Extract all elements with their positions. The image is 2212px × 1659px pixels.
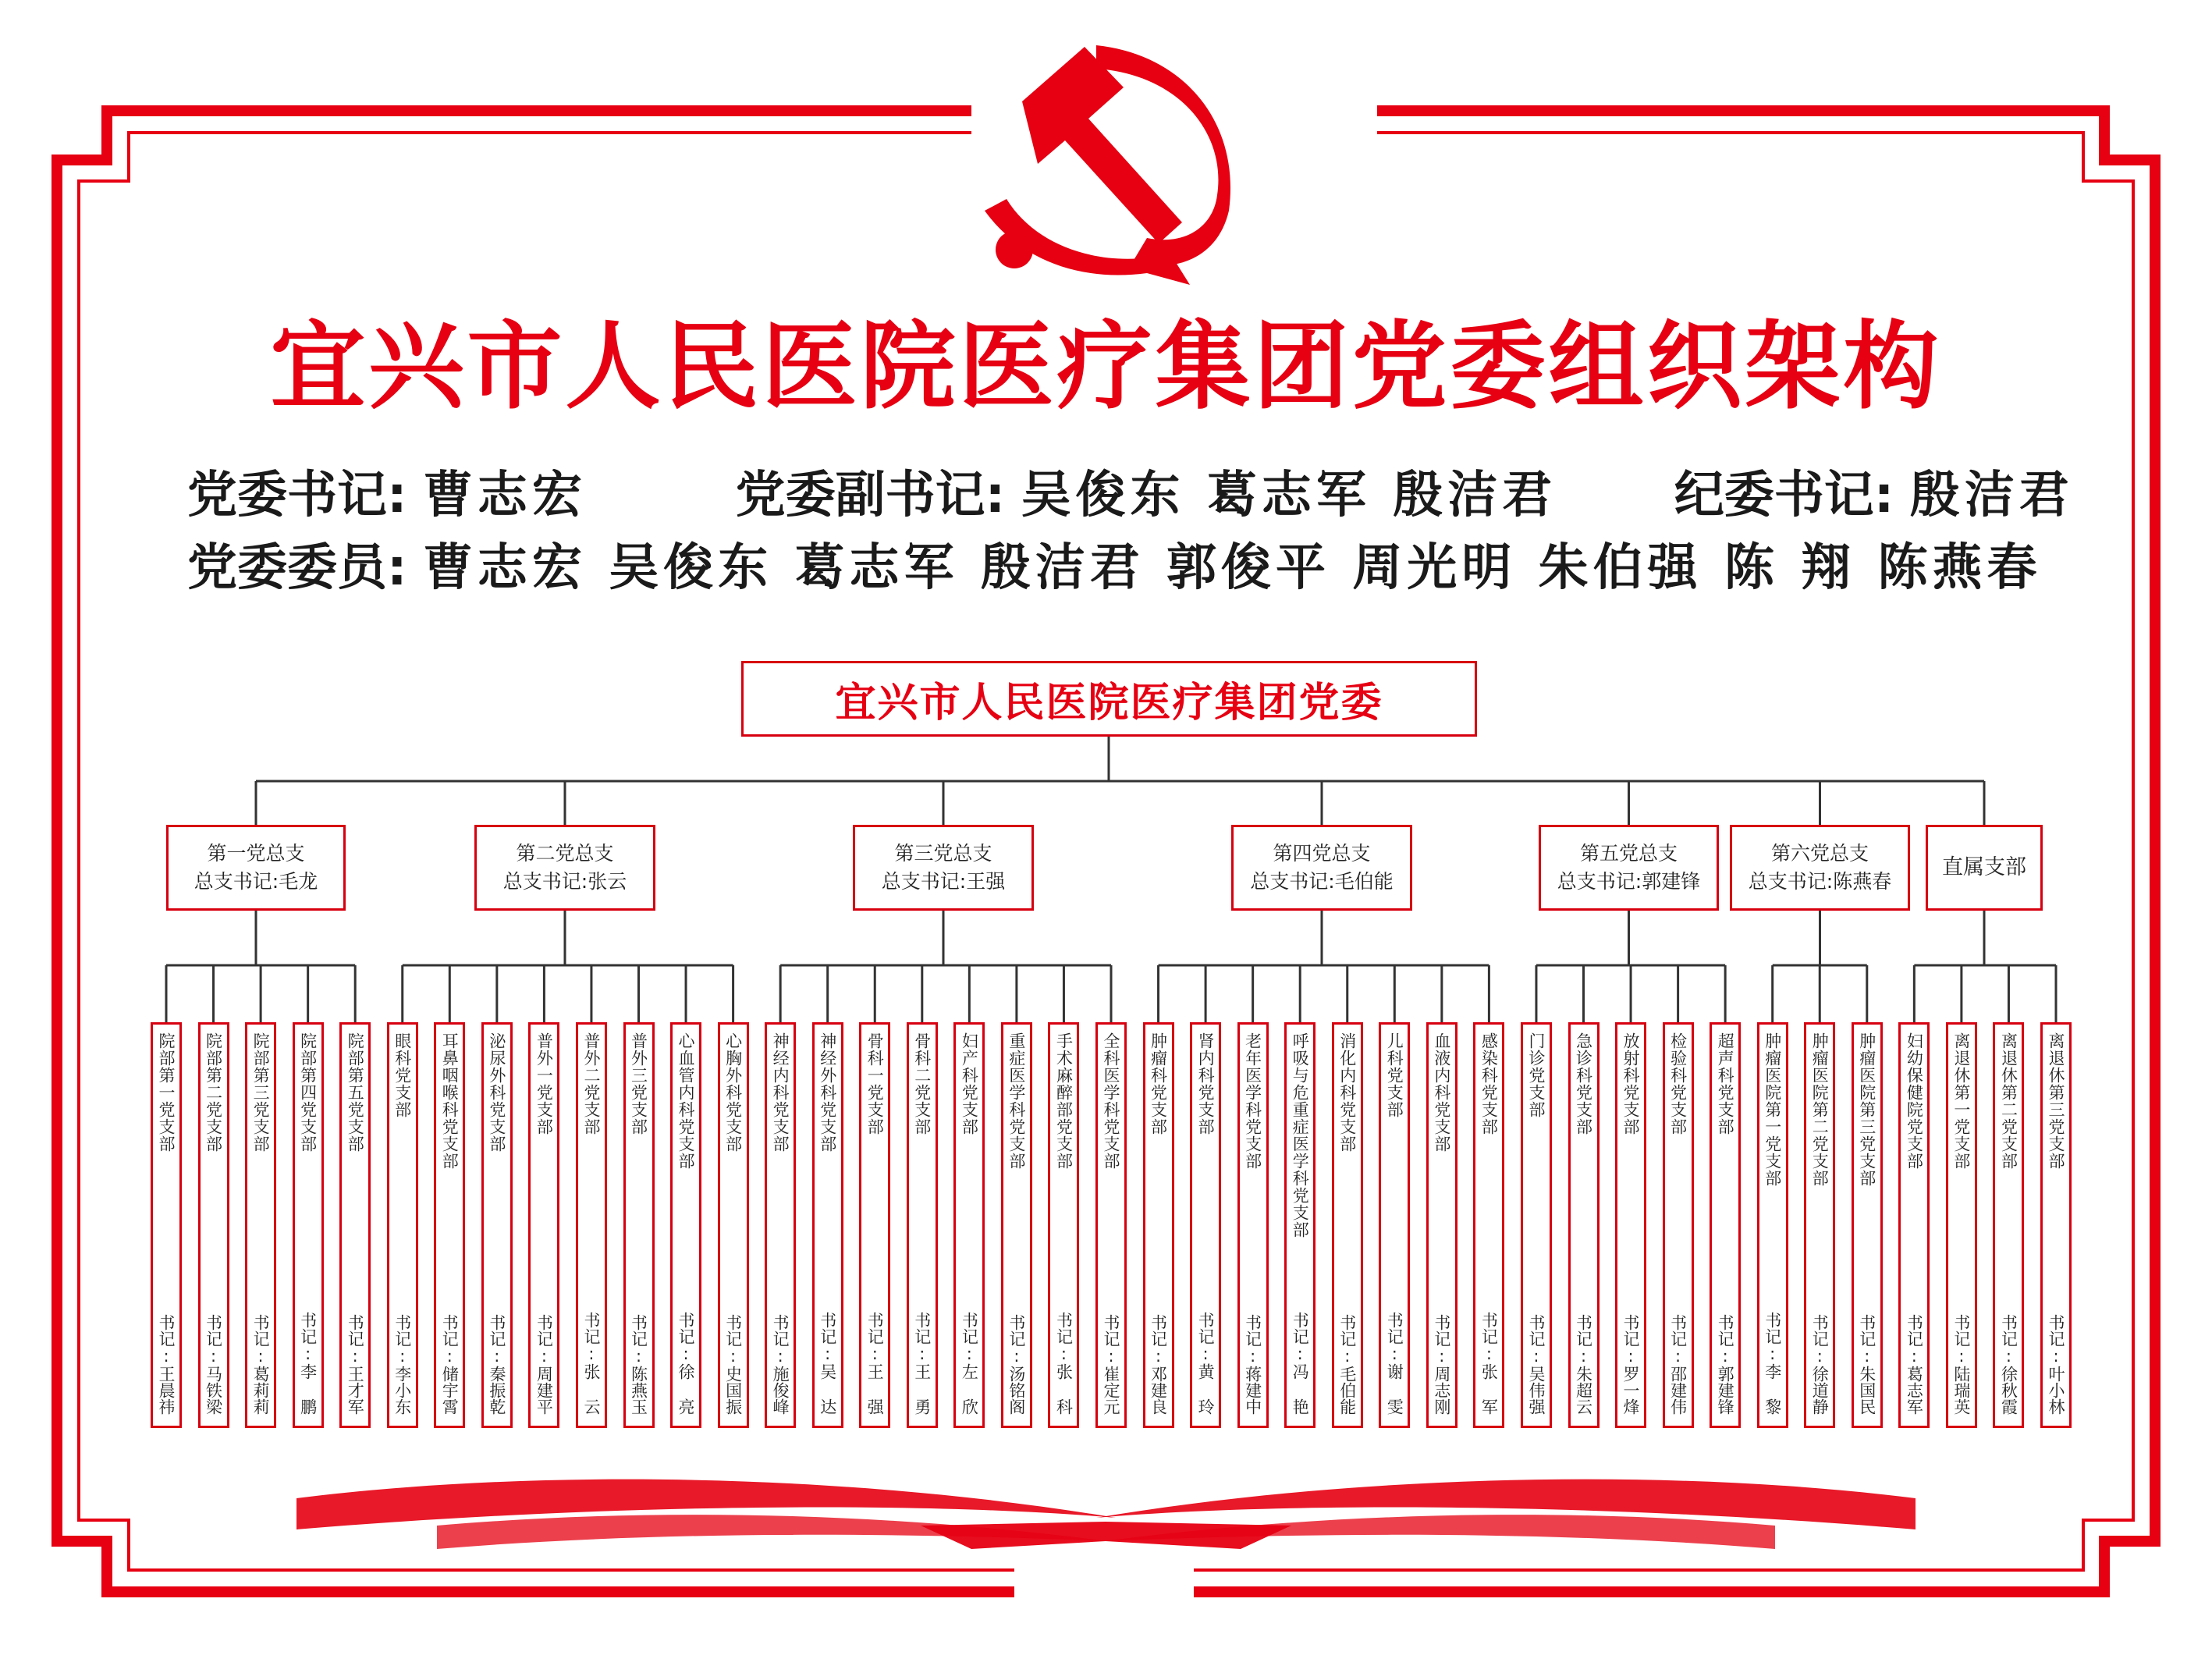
- party-secretary-label: 党委书记:: [187, 467, 407, 524]
- party-branch-box: [623, 1022, 655, 1428]
- party-branch-secretary: 书记:朱超云: [1574, 1314, 1593, 1415]
- party-branch-name: 手术麻醉部党支部: [1054, 1032, 1074, 1170]
- party-branch-box: [2040, 1022, 2072, 1428]
- party-branch-box: [1804, 1022, 1835, 1428]
- party-branch-secretary: 书记:葛志军: [1905, 1314, 1924, 1415]
- party-branch-secretary: 书记:吴伟强: [1526, 1314, 1546, 1415]
- party-branch-box: [1946, 1022, 1977, 1428]
- party-branch-name: 院部第三党支部: [251, 1032, 271, 1153]
- branch-group-name: 直属支部: [1942, 855, 2026, 879]
- party-branch-secretary: 书记:郭建锋: [1716, 1314, 1735, 1415]
- party-branch-box: [481, 1022, 513, 1428]
- party-branch-name: 骨科一党支部: [865, 1032, 885, 1135]
- committee-members-names: 曹志宏 吴俊东 葛志军 殷洁君 郭俊平 周光明 朱伯强 陈 翔 陈燕春: [422, 538, 2042, 597]
- party-branch-name: 离退休第一党支部: [1951, 1032, 1971, 1170]
- party-branch-box: [670, 1022, 701, 1428]
- party-branch-box: [1237, 1022, 1269, 1428]
- party-branch-box: [293, 1022, 324, 1428]
- party-branch-name: 院部第五党支部: [346, 1032, 365, 1153]
- branch-group-name: 第四党总支: [1273, 842, 1371, 865]
- party-branch-name: 急诊科党支部: [1574, 1032, 1593, 1135]
- party-branch-box: [953, 1022, 985, 1428]
- party-branch-name: 消化内科党支部: [1337, 1032, 1357, 1153]
- party-branch-name: 骨科二党支部: [912, 1032, 932, 1135]
- party-branch-secretary: 书记:罗一烽: [1621, 1314, 1641, 1415]
- party-branch-name: 肿瘤医院第二党支部: [1810, 1032, 1830, 1187]
- party-branch-box: [859, 1022, 890, 1428]
- party-branch-box: [907, 1022, 938, 1428]
- leadership-row-1: [187, 460, 2074, 531]
- party-branch-secretary: 书记:邓建良: [1149, 1314, 1168, 1415]
- branch-group-box: [1730, 825, 1910, 911]
- party-branch-box: [718, 1022, 749, 1428]
- party-branch-secretary: 书记:秦振乾: [487, 1314, 506, 1415]
- party-branch-name: 神经内科党支部: [771, 1032, 790, 1153]
- party-branch-secretary: 书记:李小东: [392, 1314, 412, 1415]
- party-branch-name: 妇产科党支部: [960, 1032, 979, 1135]
- party-branch-secretary: 书记:徐秋霞: [1999, 1314, 2018, 1415]
- party-branch-secretary: 书记:王 强: [865, 1312, 885, 1415]
- party-branch-box: [1898, 1022, 1930, 1428]
- leadership-row-2: [187, 533, 2041, 603]
- party-branch-secretary: 书记:冯 艳: [1291, 1312, 1310, 1415]
- party-branch-secretary: 书记:邵建伟: [1668, 1314, 1688, 1415]
- party-branch-box: [528, 1022, 559, 1428]
- party-branch-name: 呼吸与危重症医学科党支部: [1291, 1032, 1310, 1238]
- branch-group-secretary: 总支书记:毛龙: [194, 870, 318, 893]
- party-branch-box: [1284, 1022, 1315, 1428]
- branch-group-secretary: 总支书记:王强: [881, 870, 1006, 893]
- party-branch-name: 眼科党支部: [392, 1032, 412, 1118]
- party-branch-box: [1190, 1022, 1221, 1428]
- party-branch-name: 心胸外科党支部: [723, 1032, 743, 1153]
- party-branch-name: 院部第一党支部: [157, 1032, 176, 1153]
- party-branch-box: [1663, 1022, 1694, 1428]
- party-branch-box: [1993, 1022, 2024, 1428]
- branch-group-box: [166, 825, 346, 911]
- party-branch-secretary: 书记:谢 雯: [1385, 1312, 1404, 1415]
- party-branch-name: 检验科党支部: [1668, 1032, 1688, 1135]
- party-branch-name: 泌尿外科党支部: [487, 1032, 506, 1153]
- branch-group-box: [853, 825, 1034, 911]
- deputy-secretary-names: 吴俊东 葛志军 殷洁君: [1021, 466, 1557, 524]
- party-branch-name: 院部第二党支部: [204, 1032, 223, 1153]
- party-branch-name: 门诊党支部: [1526, 1032, 1546, 1118]
- discipline-secretary-label: 纪委书记:: [1674, 467, 1894, 524]
- party-branch-name: 血液内科党支部: [1432, 1032, 1451, 1153]
- party-branch-name: 肿瘤科党支部: [1149, 1032, 1168, 1135]
- branch-group-name: 第一党总支: [207, 842, 305, 865]
- party-branch-secretary: 书记:毛伯能: [1337, 1314, 1357, 1415]
- branch-group-box: [474, 825, 655, 911]
- branch-group-name: 第五党总支: [1579, 842, 1678, 865]
- party-branch-secretary: 书记:王晨祎: [157, 1314, 176, 1415]
- branch-group-box: [1539, 825, 1719, 911]
- branch-group-box: [1926, 825, 2043, 911]
- party-branch-secretary: 书记:王才军: [346, 1314, 365, 1415]
- party-branch-box: [245, 1022, 276, 1428]
- party-branch-secretary: 书记:张 军: [1479, 1312, 1499, 1415]
- party-branch-name: 肿瘤医院第一党支部: [1763, 1032, 1782, 1187]
- branch-group-name: 第二党总支: [516, 842, 614, 865]
- party-committee-root: 宜兴市人民医院医疗集团党委: [741, 661, 1477, 737]
- party-branch-name: 心血管内科党支部: [676, 1032, 696, 1170]
- party-branch-secretary: 书记:徐道静: [1810, 1314, 1830, 1415]
- party-branch-secretary: 书记:徐 亮: [676, 1312, 696, 1415]
- party-branch-box: [1332, 1022, 1363, 1428]
- discipline-secretary-names: 殷洁君: [1909, 466, 2074, 524]
- party-branch-secretary: 书记:周志刚: [1432, 1314, 1451, 1415]
- branch-group-name: 第三党总支: [894, 842, 992, 865]
- party-branch-name: 普外三党支部: [629, 1032, 648, 1135]
- party-branch-box: [1710, 1022, 1741, 1428]
- party-branch-box: [387, 1022, 418, 1428]
- party-branch-secretary: 书记:朱国民: [1857, 1314, 1876, 1415]
- party-branch-name: 耳鼻咽喉科党支部: [440, 1032, 460, 1170]
- party-branch-name: 感染科党支部: [1479, 1032, 1499, 1135]
- party-branch-secretary: 书记:叶小林: [2047, 1314, 2065, 1415]
- party-branch-box: [1568, 1022, 1600, 1428]
- party-branch-name: 放射科党支部: [1621, 1032, 1641, 1135]
- party-branch-secretary: 书记:李 黎: [1763, 1312, 1782, 1415]
- party-branch-name: 普外二党支部: [581, 1032, 601, 1135]
- page-title: 宜兴市人民医院医疗集团党委组织架构: [270, 311, 1942, 422]
- party-branch-name: 肾内科党支部: [1196, 1032, 1216, 1135]
- party-branch-box: [1473, 1022, 1504, 1428]
- party-branch-box: [151, 1022, 182, 1428]
- branch-group-name: 第六党总支: [1770, 842, 1869, 865]
- party-branch-box: [576, 1022, 607, 1428]
- party-branch-name: 院部第四党支部: [298, 1032, 318, 1153]
- branch-group-secretary: 总支书记:张云: [502, 870, 627, 893]
- party-branch-secretary: 书记:陆瑞英: [1951, 1314, 1971, 1415]
- committee-members-label: 党委委员:: [187, 539, 407, 597]
- party-branch-name: 离退休第三党支部: [2047, 1032, 2065, 1170]
- party-branch-name: 超声科党支部: [1716, 1032, 1735, 1135]
- party-branch-box: [1615, 1022, 1646, 1428]
- party-branch-box: [1852, 1022, 1883, 1428]
- party-branch-box: [1521, 1022, 1552, 1428]
- party-branch-name: 全科医学科党支部: [1102, 1032, 1120, 1170]
- party-branch-secretary: 书记:周建平: [534, 1314, 554, 1415]
- party-branch-secretary: 书记:张 科: [1054, 1312, 1074, 1415]
- party-branch-secretary: 书记:陈燕玉: [629, 1314, 648, 1415]
- party-branch-name: 老年医学科党支部: [1243, 1032, 1262, 1170]
- deputy-secretary-label: 党委副书记:: [735, 467, 1006, 524]
- party-branch-secretary: 书记:葛莉莉: [251, 1314, 271, 1415]
- party-branch-name: 重症医学科党支部: [1007, 1032, 1026, 1170]
- party-branch-secretary: 书记:吴 达: [818, 1312, 837, 1415]
- party-branch-secretary: 书记:崔定元: [1102, 1314, 1120, 1415]
- branch-group-secretary: 总支书记:陈燕春: [1748, 870, 1892, 893]
- party-branch-box: [1048, 1022, 1079, 1428]
- branch-group-box: [1231, 825, 1412, 911]
- party-branch-secretary: 书记:左 欣: [960, 1312, 979, 1415]
- branch-group-secretary: 总支书记:郭建锋: [1557, 870, 1701, 893]
- party-secretary-names: 曹志宏: [422, 466, 587, 524]
- party-branch-secretary: 书记:李 鹏: [298, 1312, 318, 1415]
- party-branch-box: [1143, 1022, 1174, 1428]
- party-branch-box: [765, 1022, 796, 1428]
- party-branch-box: [198, 1022, 229, 1428]
- party-branch-box: [1001, 1022, 1032, 1428]
- party-branch-name: 妇幼保健院党支部: [1905, 1032, 1924, 1170]
- party-branch-box: [1379, 1022, 1410, 1428]
- party-branch-name: 离退休第二党支部: [1999, 1032, 2018, 1170]
- party-branch-secretary: 书记:王 勇: [912, 1312, 932, 1415]
- party-branch-secretary: 书记:蒋建中: [1243, 1314, 1262, 1415]
- branch-group-secretary: 总支书记:毛伯能: [1250, 870, 1394, 893]
- party-branch-secretary: 书记:汤铭阁: [1007, 1314, 1026, 1415]
- party-branch-secretary: 书记:黄 玲: [1196, 1312, 1216, 1415]
- party-branch-name: 神经外科党支部: [818, 1032, 837, 1153]
- party-branch-secretary: 书记:储宇霄: [440, 1314, 460, 1415]
- party-branch-name: 肿瘤医院第三党支部: [1857, 1032, 1876, 1187]
- party-branch-secretary: 书记:张 云: [581, 1312, 601, 1415]
- party-branch-box: [812, 1022, 843, 1428]
- party-branch-box: [434, 1022, 465, 1428]
- party-branch-secretary: 书记:史国振: [723, 1314, 743, 1415]
- party-branch-secretary: 书记:马铁梁: [204, 1314, 223, 1415]
- party-branch-box: [1426, 1022, 1458, 1428]
- party-branch-secretary: 书记:施俊峰: [771, 1314, 790, 1415]
- party-branch-box: [1757, 1022, 1788, 1428]
- party-branch-name: 普外一党支部: [534, 1032, 554, 1135]
- party-branch-box: [1095, 1022, 1127, 1428]
- party-branch-name: 儿科党支部: [1385, 1032, 1404, 1118]
- party-branch-box: [339, 1022, 371, 1428]
